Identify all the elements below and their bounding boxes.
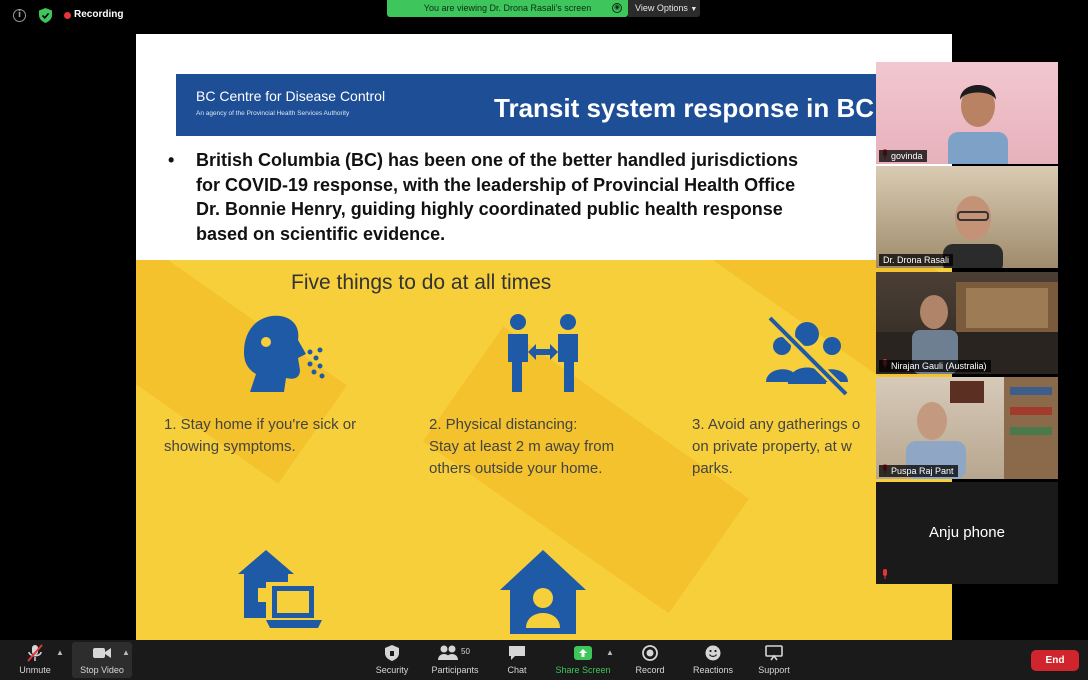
sneeze-icon	[236, 312, 326, 402]
chat-icon	[507, 644, 527, 662]
view-options-button[interactable]	[628, 0, 700, 17]
recording-dot-icon	[64, 12, 71, 19]
slide-title: Transit system response in BC	[494, 93, 875, 123]
physical-distancing-icon	[498, 312, 588, 402]
end-meeting-button[interactable]: End	[1031, 650, 1079, 671]
participant-tile[interactable]	[876, 62, 1058, 164]
participant-video	[876, 377, 1058, 479]
viewing-banner-text: You are viewing Dr. Drona Rasali's screen	[423, 3, 592, 13]
security-label: Security	[375, 665, 409, 675]
sound-icon[interactable]: ◉	[613, 4, 621, 11]
share-screen-icon	[573, 644, 593, 662]
video-camera-icon	[92, 644, 112, 662]
record-label: Record	[635, 665, 665, 675]
smiley-icon	[703, 644, 723, 662]
shield-icon[interactable]	[39, 8, 52, 23]
no-gatherings-icon	[762, 312, 852, 402]
unmute-button[interactable]	[16, 644, 54, 675]
view-options-label: View Options	[635, 3, 688, 13]
share-screen-label: Share Screen	[555, 665, 611, 675]
work-from-home-icon	[236, 548, 326, 638]
support-button[interactable]	[754, 644, 794, 675]
stop-video-label: Stop Video	[80, 665, 124, 675]
participants-icon	[435, 644, 475, 662]
participant-tile[interactable]	[876, 272, 1058, 374]
shared-screen	[136, 34, 952, 640]
tip-text: 2. Physical distancing: Stay at least 2 m away from others outside your home.	[429, 416, 615, 477]
top-bar	[0, 0, 1088, 32]
participants-button[interactable]	[426, 644, 484, 675]
support-label: Support	[758, 665, 790, 675]
chat-label: Chat	[507, 665, 527, 675]
org-name: BC Centre for Disease Control	[196, 88, 386, 104]
recording-label: Recording	[74, 9, 124, 20]
reactions-button[interactable]	[690, 644, 736, 675]
poster-title: Five things to do at all times	[291, 271, 552, 294]
participant-name: Nirajan Gauli (Australia)	[879, 360, 991, 372]
meeting-toolbar	[0, 640, 1088, 680]
participant-tile[interactable]	[876, 166, 1058, 268]
poster	[136, 260, 952, 640]
security-button[interactable]	[373, 644, 411, 675]
record-button[interactable]	[631, 644, 669, 675]
tip-text: 3. Avoid any gatherings o on private property, at w parks.	[692, 416, 861, 477]
unmute-label: Unmute	[19, 665, 51, 675]
slide-banner	[176, 74, 896, 136]
participant-name: Anju phone	[929, 524, 1005, 541]
muted-mic-icon	[25, 644, 45, 662]
chevron-down-icon: ▼	[690, 6, 698, 13]
participant-name: govinda	[879, 150, 927, 162]
shield-icon	[382, 644, 402, 662]
participant-video	[948, 72, 1008, 164]
participants-count: 50	[461, 647, 470, 656]
reactions-label: Reactions	[692, 665, 734, 675]
info-icon[interactable]: i	[13, 9, 26, 22]
participant-tile[interactable]	[876, 482, 1058, 584]
org-subtitle: An agency of the Provincial Health Services Authority	[196, 110, 350, 117]
stay-home-icon	[498, 548, 588, 638]
participant-name: Puspa Raj Pant	[879, 465, 958, 477]
video-options-caret-icon[interactable]: ▲	[122, 648, 130, 657]
viewing-screen-banner	[387, 0, 628, 17]
participants-label: Participants	[431, 665, 479, 675]
share-options-caret-icon[interactable]: ▲	[606, 648, 614, 657]
audio-options-caret-icon[interactable]: ▲	[56, 648, 64, 657]
support-icon	[764, 644, 784, 662]
participant-video	[876, 272, 1058, 374]
slide-bullet-text: British Columbia (BC) has been one of the better handled jurisdictions for COVID-19 response, with the leadership of Provincial Health Office Dr. Bonnie Henry, guiding highly coordinated public health response based on scientific evidence.	[196, 150, 799, 244]
participant-tile[interactable]	[876, 377, 1058, 479]
bullet-icon: •	[168, 150, 175, 170]
participant-name: Dr. Drona Rasali	[879, 254, 953, 266]
record-icon	[640, 644, 660, 662]
chat-button[interactable]	[500, 644, 534, 675]
tip-text: 1. Stay home if you're sick or showing symptoms.	[164, 416, 357, 455]
muted-mic-icon	[882, 569, 888, 579]
